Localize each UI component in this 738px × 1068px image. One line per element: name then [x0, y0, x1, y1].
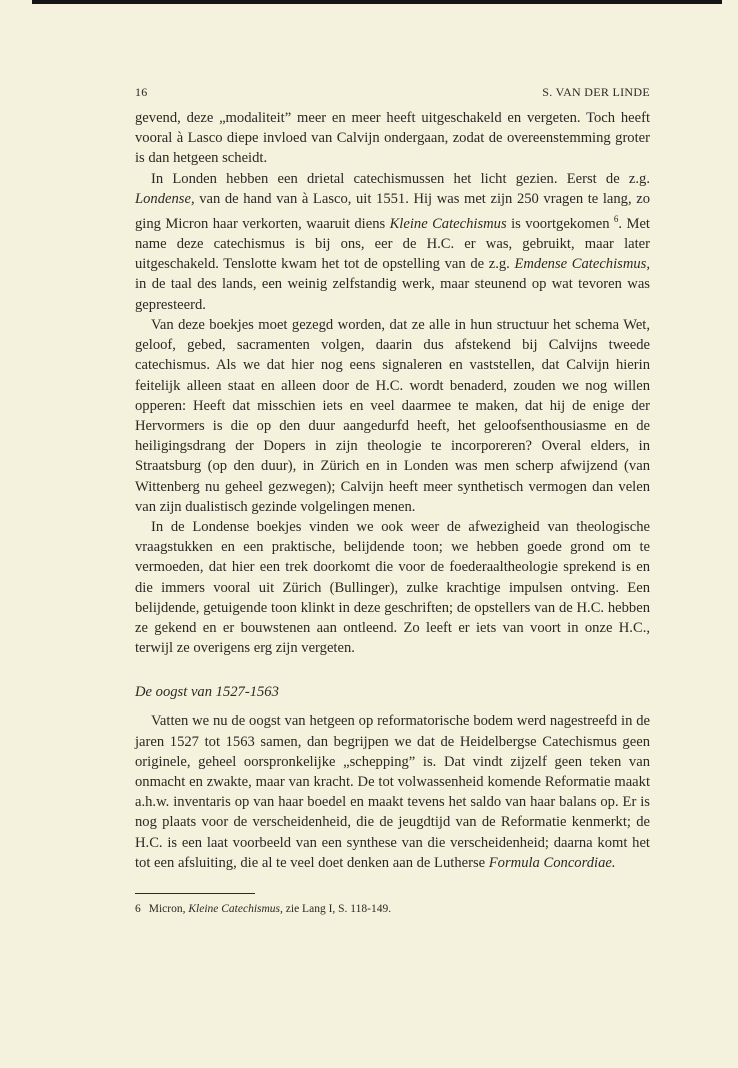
paragraph-5: [135, 711, 650, 873]
footnote-title: Kleine Catechismus,: [188, 902, 283, 915]
footnote-ref: 6: [613, 214, 619, 225]
p2-italic-kleine-catechismus: Kleine Catechismus: [389, 215, 507, 232]
running-title: S. VAN DER LINDE: [542, 85, 650, 99]
body-text: [135, 108, 650, 873]
page-number: 16: [135, 85, 148, 99]
footnote-author: Micron,: [148, 902, 189, 915]
p2-text-g: . Met name deze catechismus is bij ons, eer de H.C. er was, gebruikt, maar later uitgeschakeld. Tenslotte kwam het tot de opstelling van de z.g.: [135, 215, 650, 273]
p2-text-c: van de hand van à Lasco, uit 1551. Hij was met zijn 250 vragen te lang, zo ging Micron haar verkorten, waaruit diens: [135, 190, 650, 232]
p5-text-a: Vatten we nu de oogst van hetgeen op reformatorische bodem werd nagestreefd in de jaren 1527 tot 1563 samen, dan begrijpen we dat de Heidelbergse Catechismus geen originele, geheel oorspronkelijke „schepping” is. Dat vindt zijzelf geen teken van onmacht en zwakte, maar van kracht. De tot volwassenheid komende Reformatie maakt a.h.w. inventaris op van haar boedel en maakt tevens het saldo van haar balans op. Er is nog plaats voor de verscheidenheid, die de jeugdtijd van de Reformatie kenmerkt; de H.C. is een laat voorbeeld van een synthese van die verscheidenheid; daarna komt het tot een afsluiting, die al te veel doet denken aan de Lutherse: [135, 713, 650, 871]
footnote: [135, 902, 650, 917]
p2-text-i: in de taal des lands, een weinig zelfstandig werk, maar steunend op wat tevoren was gepresteerd.: [135, 276, 650, 313]
p2-italic-londense: Londense,: [135, 190, 195, 207]
paragraph-3: Van deze boekjes moet gezegd worden, dat ze alle in hun structuur het schema Wet, geloof, gebed, sacramenten volgen, daarin dus afstekend bij Calvijns tweede catechismus. Als we dat hier nog eens signaleren en vaststellen, dat Calvijn hierin feitelijk alleen staat en alleen door de H.C. wordt benaderd, zouden we nog willen opperen: Heeft dat misschien iets en veel daarmee te maken, dat hij de enige der Hervormers is die op den duur aangedurfd heeft, het geloofsenthousiasme en de heiligingsdrang der Dopers in zijn theologie te incorporeren? Overal elders, in Straatsburg (op den duur), in Zürich en in Londen was men scherp afwijzend (van Wittenberg nu geheel gezwegen); Calvijn heeft meer synthetisch vermogen dan velen van zijn dualistisch gezinde volgelingen menen.: [135, 316, 650, 515]
paragraph-1: gevend, deze „modaliteit” meer en meer heeft uitgeschakeld en vergeten. Toch heeft vooral à Lasco diepe invloed van Calvijn ondergaan, zodat de overeenstemming groter is dan hetgeen scheidt.: [135, 110, 650, 167]
paragraph-2: [135, 169, 650, 315]
section-title: De oogst van 1527-1563: [135, 684, 279, 701]
paragraph-4: In de Londense boekjes vinden we ook weer de afwezigheid van theologische vraagstukken en een praktische, belijdende toon; we hebben goede grond om te vermoeden, dat hier een trek doorkomt die voor de foederaaltheologie sprekend is en die immers vooral uit Zürich (Bullinger), zulke krachtige impulsen ontving. Een belijdende, getuigende toon klinkt in deze geschriften; de opstellers van de H.C. hebben ze gekend en er bouwstenen aan ontleend. Zo leeft er iets van voort in onze H.C., terwijl ze overigens erg zijn vergeten.: [135, 518, 650, 657]
running-head: [135, 85, 650, 100]
page: [135, 85, 650, 917]
p2-italic-emdense: Emdense Catechismus,: [514, 256, 650, 273]
footnote-rest: zie Lang I, S. 118-149.: [282, 902, 392, 915]
p2-text-e: is voortgekomen: [506, 215, 614, 232]
footnote-rule: [135, 893, 255, 894]
footnote-number: 6: [135, 902, 141, 915]
p5-italic-formula: Formula Concordiae.: [488, 854, 616, 871]
p2-text-a: In Londen hebben een drietal catechismussen het licht gezien. Eerst de z.g.: [151, 170, 650, 187]
top-border: [32, 0, 722, 4]
